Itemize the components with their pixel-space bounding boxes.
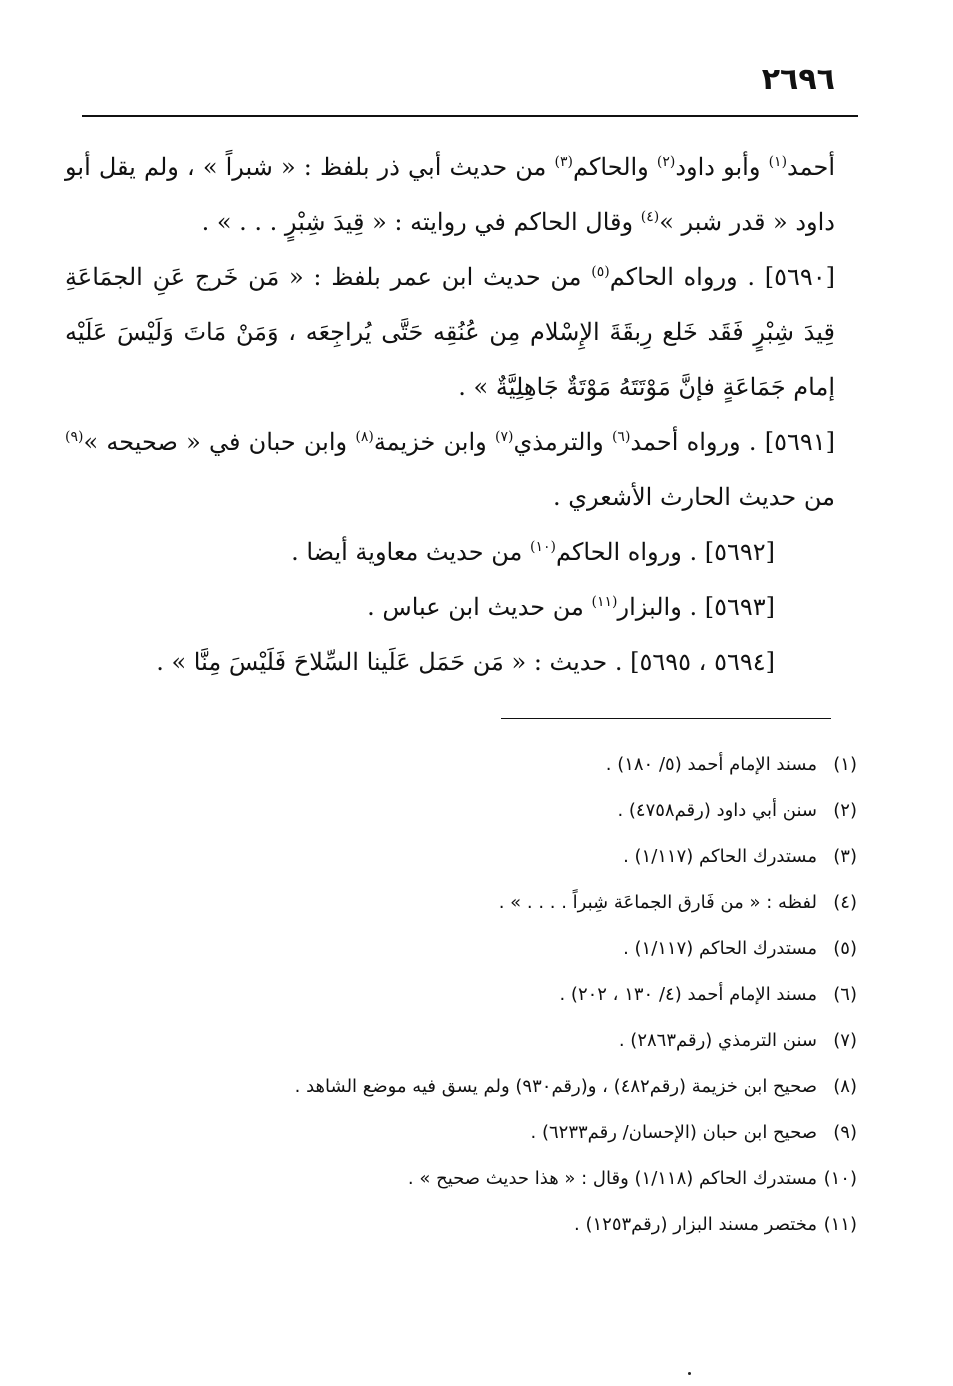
footnote-number: (٨) xyxy=(833,1076,857,1097)
footnote-ref-8[interactable]: (٨) xyxy=(355,429,374,445)
footnote-text: مختصر مسند البزار (رقم١٢٥٣) . xyxy=(574,1214,817,1235)
footnote-11 xyxy=(137,1202,857,1248)
text-run: وأبو داود xyxy=(675,153,769,181)
footnote-text: سنن الترمذي (رقم٢٨٦٣) . xyxy=(618,1030,817,1051)
footnote-4 xyxy=(137,880,857,926)
footnote-10 xyxy=(137,1156,857,1202)
footnote-2 xyxy=(137,788,857,834)
paragraph-1 xyxy=(65,140,835,250)
footnote-ref-3[interactable]: (٣) xyxy=(554,154,573,170)
footnote-ref-4[interactable]: (٤) xyxy=(640,209,660,225)
text-run: والترمذي xyxy=(513,428,612,456)
text-run: من حديث الحارث الأشعري . xyxy=(553,483,835,511)
footnote-text: سنن أبي داود (رقم٤٧٥٨) . xyxy=(617,800,817,821)
text-run: والحاكم xyxy=(573,153,657,181)
paragraph-5691 xyxy=(65,415,835,525)
footnote-number: (١٠) xyxy=(823,1168,857,1189)
footnote-number: (٢) xyxy=(833,800,857,821)
footnote-text: مسند الإمام أحمد (٥/ ١٨٠) . xyxy=(605,754,817,775)
footnote-text: لفظه : « من فَارق الجماعَة شِبراً . . . . » . xyxy=(498,892,817,913)
footnote-number: (٣) xyxy=(833,846,857,867)
footnote-3 xyxy=(137,834,857,880)
footnote-text: صحيح ابن خزيمة (رقم٤٨٢) ، و(رقم٩٣٠) ولم يسق فيه موضع الشاهد . xyxy=(294,1076,817,1097)
footnote-9 xyxy=(137,1110,857,1156)
footnote-number: (٩) xyxy=(833,1122,857,1143)
footnote-number: (٦) xyxy=(833,984,857,1005)
text-run: وابن حبان في « صحيحه » xyxy=(83,428,356,456)
footnote-text: صحيح ابن حبان (الإحسان/ رقم٦٢٣٣) . xyxy=(530,1122,817,1143)
footnote-text: مستدرك الحاكم (١/١١٧) . xyxy=(623,846,817,867)
page-number: ٢٦٩٦ xyxy=(761,62,835,97)
footnote-text: مسند الإمام أحمد (٤/ ١٣٠ ، ٢٠٢) . xyxy=(559,984,817,1005)
footnote-divider xyxy=(501,718,831,719)
footnote-number: (١) xyxy=(833,754,857,775)
footnote-number: (٤) xyxy=(833,892,857,913)
paragraph-5692 xyxy=(65,525,835,580)
text-run: وابن خزيمة xyxy=(373,428,495,456)
footnote-number: (٥) xyxy=(833,938,857,959)
text-run: من حديث ابن عمر بلفظ : « مَن خَرج عَنِ الجمَاعَةِ قِيدَ شِبْرٍ فَقَد خَلع رِبقَةَ الإِسْلام مِن عُنُقِه حَتَّى يُراجِعَه ، وَمَنْ مَاتَ وَلَيْسَ عَلَيْه إمام جَمَاعَةٍ فإنَّ مَوْتَتَهُ مَوْتَةٌ جَاهِلِيَّةٌ » . xyxy=(65,263,835,401)
main-text xyxy=(65,140,835,690)
paragraph-5690 xyxy=(65,250,835,415)
footnote-number: (٧) xyxy=(833,1030,857,1051)
text-run: من حديث أبي ذر بلفظ : « شبراً » ، ولم يقل أبو داود « قدر شبر » xyxy=(65,153,835,236)
scan-speck xyxy=(688,1372,691,1375)
text-run: [٥٦٩١] . ورواه أحمد xyxy=(630,428,836,456)
footnote-ref-5[interactable]: (٥) xyxy=(591,264,610,280)
footnote-ref-9[interactable]: (٩) xyxy=(65,429,84,445)
text-run: [٥٦٩٣] . والبزار xyxy=(617,593,775,621)
footnote-number: (١١) xyxy=(823,1214,857,1235)
footnote-ref-6[interactable]: (٦) xyxy=(611,429,631,445)
footnotes xyxy=(137,742,857,1248)
footnote-ref-7[interactable]: (٧) xyxy=(494,429,514,445)
text-run: من حديث معاوية أيضا . xyxy=(291,538,530,566)
text-run: [٥٦٩٢] . ورواه الحاكم xyxy=(555,538,775,566)
footnote-8 xyxy=(137,1064,857,1110)
paragraph-5693 xyxy=(65,580,835,635)
footnote-text: مستدرك الحاكم (١/١١٨) وقال : « هذا حديث صحيح » . xyxy=(407,1168,817,1189)
text-run: من حديث ابن عباس . xyxy=(367,593,592,621)
text-run: [٥٦٩٤ ، ٥٦٩٥] . حديث : « مَن حَمَل عَلَينا السِّلاحَ فَلَيْسَ مِنَّا » . xyxy=(156,648,775,676)
paragraph-5694-5695 xyxy=(65,635,835,690)
footnote-ref-1[interactable]: (١) xyxy=(768,154,788,170)
footnote-6 xyxy=(137,972,857,1018)
footnote-ref-2[interactable]: (٢) xyxy=(656,154,676,170)
footnote-text: مستدرك الحاكم (١/١١٧) . xyxy=(623,938,817,959)
footnote-1 xyxy=(137,742,857,788)
footnote-7 xyxy=(137,1018,857,1064)
text-run: وقال الحاكم في روايته : « قِيدَ شِبْرٍ . . . » . xyxy=(201,208,641,236)
header-divider xyxy=(82,115,858,117)
footnote-ref-10[interactable]: (١٠) xyxy=(530,539,556,555)
footnote-ref-11[interactable]: (١١) xyxy=(591,594,618,610)
text-run: أحمد xyxy=(787,153,836,181)
footnote-5 xyxy=(137,926,857,972)
text-run: [٥٦٩٠] . ورواه الحاكم xyxy=(609,263,835,291)
